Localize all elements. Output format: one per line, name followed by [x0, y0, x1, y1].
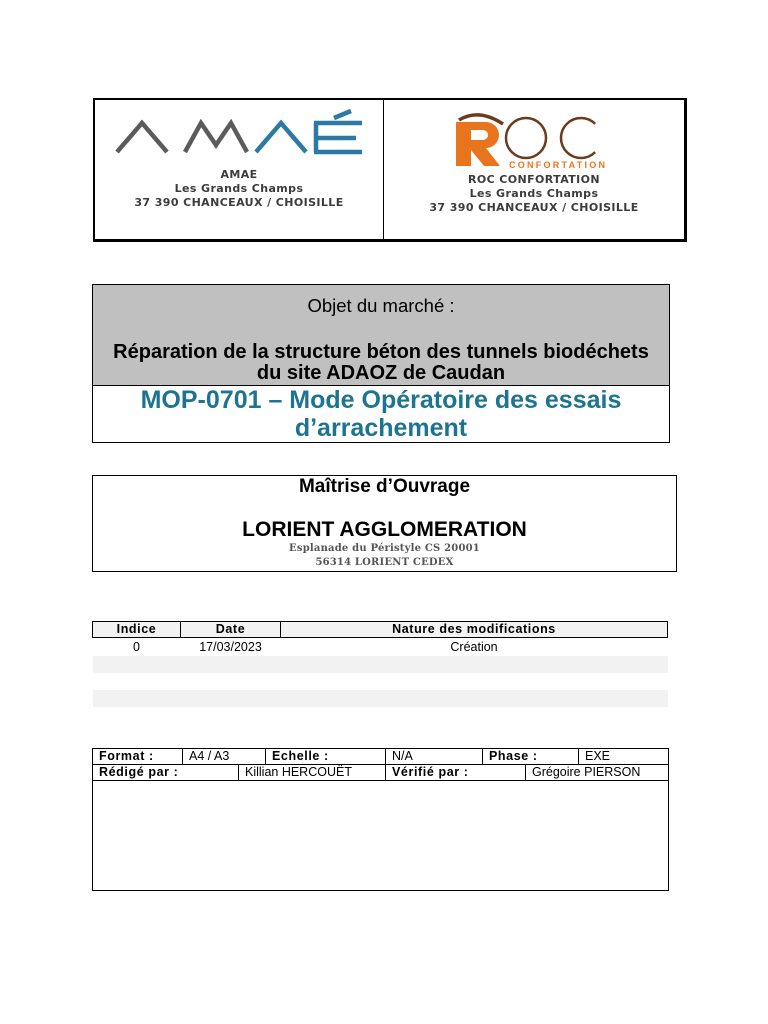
revision-header-row: [93, 622, 668, 638]
owner-name: LORIENT AGGLOMERATION: [242, 518, 527, 541]
format-value: A4 / A3: [183, 749, 266, 764]
table-row: [93, 638, 668, 657]
owner-block: [92, 475, 677, 572]
phase-label: Phase :: [483, 749, 579, 764]
document-info-table: [92, 748, 669, 891]
amae-name: AMAE: [220, 168, 258, 181]
revision-index: 0: [133, 639, 140, 654]
roc-logo-letter-c: [561, 118, 595, 158]
roc-company-block: [384, 100, 684, 239]
author-label: Rédigé par :: [93, 765, 239, 780]
roc-confortation-logo: [453, 108, 611, 172]
companies-header: [93, 98, 687, 242]
amae-logo-letter-e-acute: [314, 111, 362, 152]
document-title: [92, 386, 670, 443]
owner-address-line1: Esplanade du Péristyle CS 20001: [289, 543, 480, 554]
revision-date: 17/03/2023: [199, 639, 262, 654]
amae-logo-letter-m: [185, 123, 247, 152]
amae-address: [95, 168, 383, 210]
roc-address-line1: Les Grands Champs: [469, 187, 599, 200]
amae-logo-letter-a: [117, 123, 167, 152]
subject-block: [92, 284, 670, 443]
format-label: Format :: [93, 749, 183, 764]
scale-value: N/A: [386, 749, 483, 764]
column-header-date: Date: [181, 622, 281, 638]
amae-address-line1: Les Grands Champs: [174, 182, 304, 195]
column-header-nature: Nature des modifications: [281, 622, 668, 638]
owner-label: Maîtrise d’Ouvrage: [298, 476, 471, 497]
table-row-empty: [93, 690, 668, 707]
info-row-format: [93, 749, 668, 765]
roc-name: ROC CONFORTATION: [467, 173, 601, 186]
checker-value: Grégoire PIERSON: [532, 765, 641, 779]
checker-label: Vérifié par :: [386, 765, 526, 780]
contract-subject: [92, 284, 670, 386]
roc-address-line2: 37 390 CHANCEAUX / CHOISILLE: [429, 201, 639, 214]
subject-title-line2: du site ADAOZ de Caudan: [256, 362, 506, 384]
revision-nature: Création: [450, 639, 498, 654]
roc-logo-subtext: CONFORTATION: [509, 160, 605, 170]
subject-label: Objet du marché :: [307, 295, 455, 316]
document-title-line1: MOP-0701 – Mode Opératoire des essais: [140, 386, 622, 414]
amae-address-line2: 37 390 CHANCEAUX / CHOISILLE: [134, 196, 344, 209]
roc-logo-letter-r: [456, 122, 500, 166]
subject-title-line1: Réparation de la structure béton des tunnels biodéchets: [113, 341, 649, 363]
info-row-authors: [93, 765, 668, 781]
roc-logo-letter-o: [506, 118, 546, 158]
revision-table: [92, 621, 668, 707]
info-notes-area: [93, 781, 668, 890]
owner-address-line2: 56314 LORIENT CEDEX: [315, 557, 454, 568]
amae-logo: [113, 108, 368, 158]
amae-logo-letter-a2: [256, 123, 306, 152]
scale-label: Echelle :: [266, 749, 386, 764]
amae-company-block: [95, 100, 384, 239]
column-header-indice: Indice: [93, 622, 181, 638]
phase-value: EXE: [585, 749, 611, 763]
table-row-empty: [93, 673, 668, 690]
document-title-line2: d’arrachement: [294, 414, 468, 442]
roc-address: [384, 173, 684, 215]
subject-title: [93, 342, 669, 384]
author-value: Killian HERCOUËT: [239, 765, 386, 780]
table-row-empty: [93, 656, 668, 673]
